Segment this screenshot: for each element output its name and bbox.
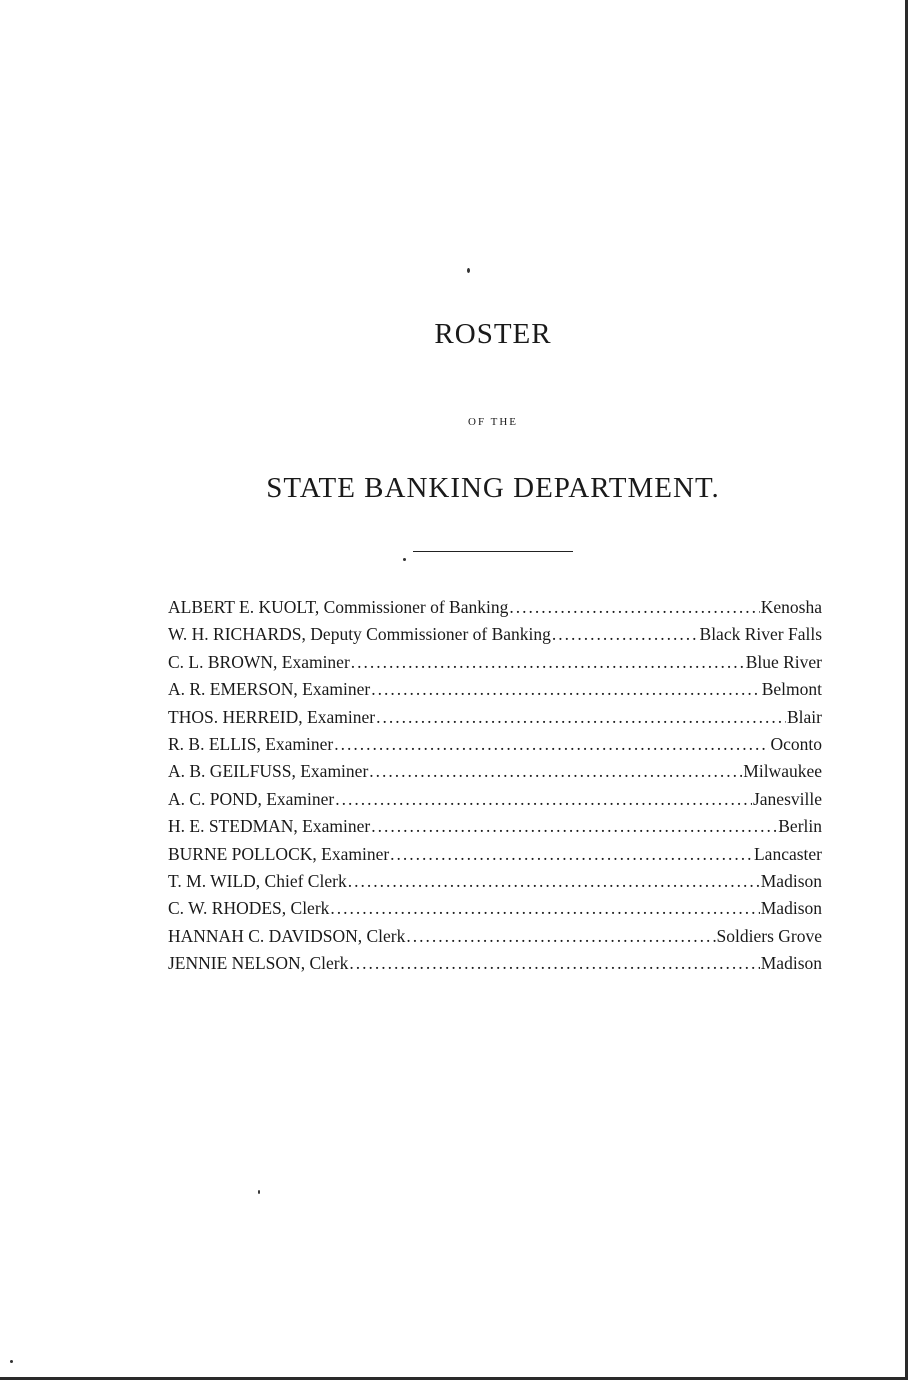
roster-entry	[168, 898, 822, 925]
entry-place: Belmont	[761, 679, 822, 700]
dot-leader	[371, 679, 761, 700]
entry-place: Oconto	[770, 733, 822, 754]
roster-entry	[168, 652, 822, 679]
dot-leader	[552, 624, 699, 645]
entry-name: C. W. RHODES, Clerk	[168, 898, 330, 919]
entry-name: W. H. RICHARDS, Deputy Commissioner of Banking	[168, 624, 551, 645]
dot-leader	[349, 953, 759, 974]
entry-place: Janesville	[752, 788, 822, 809]
roster-list	[168, 597, 822, 980]
entry-name: A. B. GEILFUSS, Examiner	[168, 761, 369, 782]
entry-place: Lancaster	[753, 843, 822, 864]
ink-speck	[403, 558, 406, 561]
entry-name: A. R. EMERSON, Examiner	[168, 679, 371, 700]
roster-entry	[168, 844, 822, 871]
roster-entry	[168, 624, 822, 651]
roster-entry	[168, 597, 822, 624]
roster-entry	[168, 761, 822, 788]
ink-speck	[258, 1190, 260, 1194]
entry-name: T. M. WILD, Chief Clerk	[168, 870, 347, 891]
entry-place: Blair	[787, 706, 822, 727]
dot-leader	[351, 652, 745, 673]
entry-place: Berlin	[778, 816, 822, 837]
entry-place: Madison	[760, 870, 822, 891]
entry-name: R. B. ELLIS, Examiner	[168, 733, 334, 754]
page-title: ROSTER	[434, 318, 552, 350]
entry-name: C. L. BROWN, Examiner	[168, 651, 350, 672]
dot-leader	[334, 734, 769, 755]
dot-leader	[335, 789, 752, 810]
dot-leader	[390, 844, 753, 865]
entry-name: HANNAH C. DAVIDSON, Clerk	[168, 925, 406, 946]
roster-entry	[168, 816, 822, 843]
entry-place: Madison	[760, 898, 822, 919]
dot-leader	[371, 816, 777, 837]
roster-entry	[168, 953, 822, 980]
roster-entry	[168, 871, 822, 898]
entry-place: Milwaukee	[743, 761, 822, 782]
entry-name: A. C. POND, Examiner	[168, 788, 335, 809]
dot-leader	[330, 898, 759, 919]
roster-entry	[168, 789, 822, 816]
entry-name: BURNE POLLOCK, Examiner	[168, 843, 390, 864]
entry-name: THOS. HERREID, Examiner	[168, 706, 376, 727]
divider-rule	[413, 551, 573, 552]
dot-leader	[348, 871, 760, 892]
dot-leader	[406, 926, 715, 947]
entry-place: Black River Falls	[699, 624, 822, 645]
entry-name: H. E. STEDMAN, Examiner	[168, 816, 371, 837]
roster-entry	[168, 926, 822, 953]
title-connector: OF THE	[468, 416, 518, 428]
dot-leader	[509, 597, 759, 618]
entry-place: Madison	[760, 953, 822, 974]
ink-speck	[467, 268, 470, 273]
entry-name: ALBERT E. KUOLT, Commissioner of Banking	[168, 597, 509, 617]
dot-leader	[376, 707, 786, 728]
roster-entry	[168, 707, 822, 734]
entry-place: Kenosha	[760, 597, 822, 617]
entry-name: JENNIE NELSON, Clerk	[168, 953, 349, 974]
page-subtitle: STATE BANKING DEPARTMENT.	[266, 472, 720, 504]
dot-leader	[369, 761, 742, 782]
ink-speck	[10, 1360, 13, 1363]
roster-entry	[168, 734, 822, 761]
roster-entry	[168, 679, 822, 706]
entry-place: Blue River	[745, 651, 822, 672]
entry-place: Soldiers Grove	[716, 925, 822, 946]
